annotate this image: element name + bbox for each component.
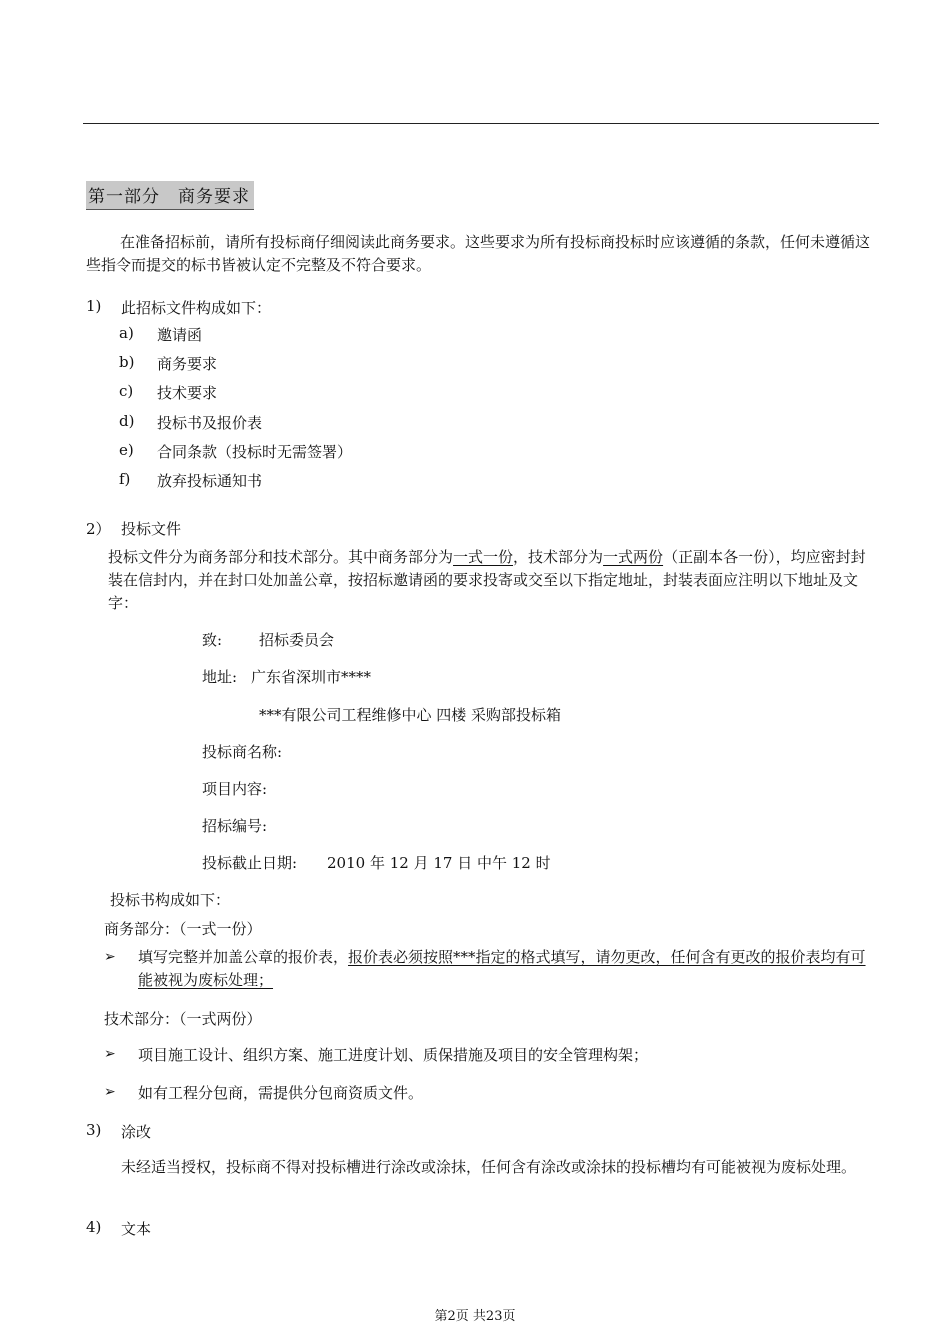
intro-paragraph: 在准备招标前，请所有投标商仔细阅读此商务要求。这些要求为所有投标商投标时应该遵循的条款，任何未遵循这些指令而提交的标书皆被认定不完整及不符合要求。 [86, 233, 871, 274]
deadline-value: 2010 年 12 月 17 日 中午 12 时 [327, 854, 551, 872]
s1-item-text: 邀请函 [157, 326, 203, 344]
commercial-bullet-text: 填写完整并加盖公章的报价表， [138, 948, 349, 966]
commercial-bullet-underline: 报价表必须按照***指定的格式填写，请勿更改，任何含有更改的报价表均有可能被视为废标处理； [138, 948, 866, 989]
arrow-bullet-icon: ➢ [104, 949, 116, 965]
section-title: 第一部分 商务要求 [86, 181, 254, 210]
commercial-label: 商务部分：（一式一份） [104, 920, 262, 938]
technical-label: 技术部分：（一式两份） [104, 1010, 262, 1028]
s4-title: 文本 [121, 1220, 152, 1238]
s1-item-text: 商务要求 [157, 355, 218, 373]
s2-para-underline: 一式两份 [603, 548, 664, 566]
s1-item-text: 技术要求 [157, 384, 218, 402]
composition-label: 投标书构成如下： [110, 891, 231, 909]
s1-item-text: 投标书及报价表 [157, 414, 263, 432]
s1-item-text: 放弃投标通知书 [157, 472, 263, 490]
address-label: 地址: [202, 668, 238, 686]
s2-paragraph [108, 546, 878, 615]
s2-number: 2） [86, 520, 111, 538]
header-rule [83, 123, 879, 124]
s2-para-text: （正副本各一份），均应密封封装在信封内，并在封口处加盖公章，按招标邀请函的要求投寄或交至以下指定地址，封装表面应注明以下地址及文字： [108, 548, 866, 612]
s1-item-letter: b) [119, 353, 135, 371]
arrow-bullet-icon: ➢ [104, 1046, 116, 1062]
s2-para-underline: 一式一份 [453, 548, 514, 566]
arrow-bullet-icon: ➢ [104, 1084, 116, 1100]
s2-title: 投标文件 [121, 520, 182, 538]
address-line2: ***有限公司工程维修中心 四楼 采购部投标箱 [259, 706, 562, 724]
s3-number: 3) [86, 1121, 102, 1139]
s1-item-letter: c) [119, 382, 134, 400]
s2-para-text: 投标文件分为商务部分和技术部分。其中商务部分为 [108, 548, 454, 566]
tender-no-label: 招标编号: [202, 817, 268, 835]
s1-title: 此招标文件构成如下： [121, 299, 272, 317]
deadline-label: 投标截止日期: [202, 854, 298, 872]
commercial-bullet [138, 946, 878, 992]
address-value: 广东省深圳市**** [251, 668, 372, 686]
project-content-label: 项目内容: [202, 780, 268, 798]
bidder-name-label: 投标商名称: [202, 743, 283, 761]
s1-number: 1) [86, 297, 102, 315]
technical-bullet: 项目施工设计、组织方案、施工进度计划、质保措施及项目的安全管理构架； [138, 1046, 649, 1064]
s3-paragraph: 未经适当授权，投标商不得对投标槽进行涂改或涂抹，任何含有涂改或涂抹的投标槽均有可能被视为废标处理。 [121, 1158, 857, 1176]
s1-item-letter: e) [119, 441, 134, 459]
technical-bullet: 如有工程分包商，需提供分包商资质文件。 [138, 1084, 424, 1102]
s1-item-letter: d) [119, 412, 135, 430]
to-value: 招标委员会 [259, 631, 335, 649]
s1-item-letter: f) [119, 470, 131, 488]
s3-title: 涂改 [121, 1123, 152, 1141]
page-footer: 第2页 共23页 [434, 1309, 516, 1324]
to-label: 致: [202, 631, 223, 649]
s1-item-text: 合同条款（投标时无需签署） [157, 443, 353, 461]
s2-para-text: ，技术部分为 [513, 548, 604, 566]
s1-item-letter: a) [119, 324, 134, 342]
s4-number: 4) [86, 1218, 102, 1236]
